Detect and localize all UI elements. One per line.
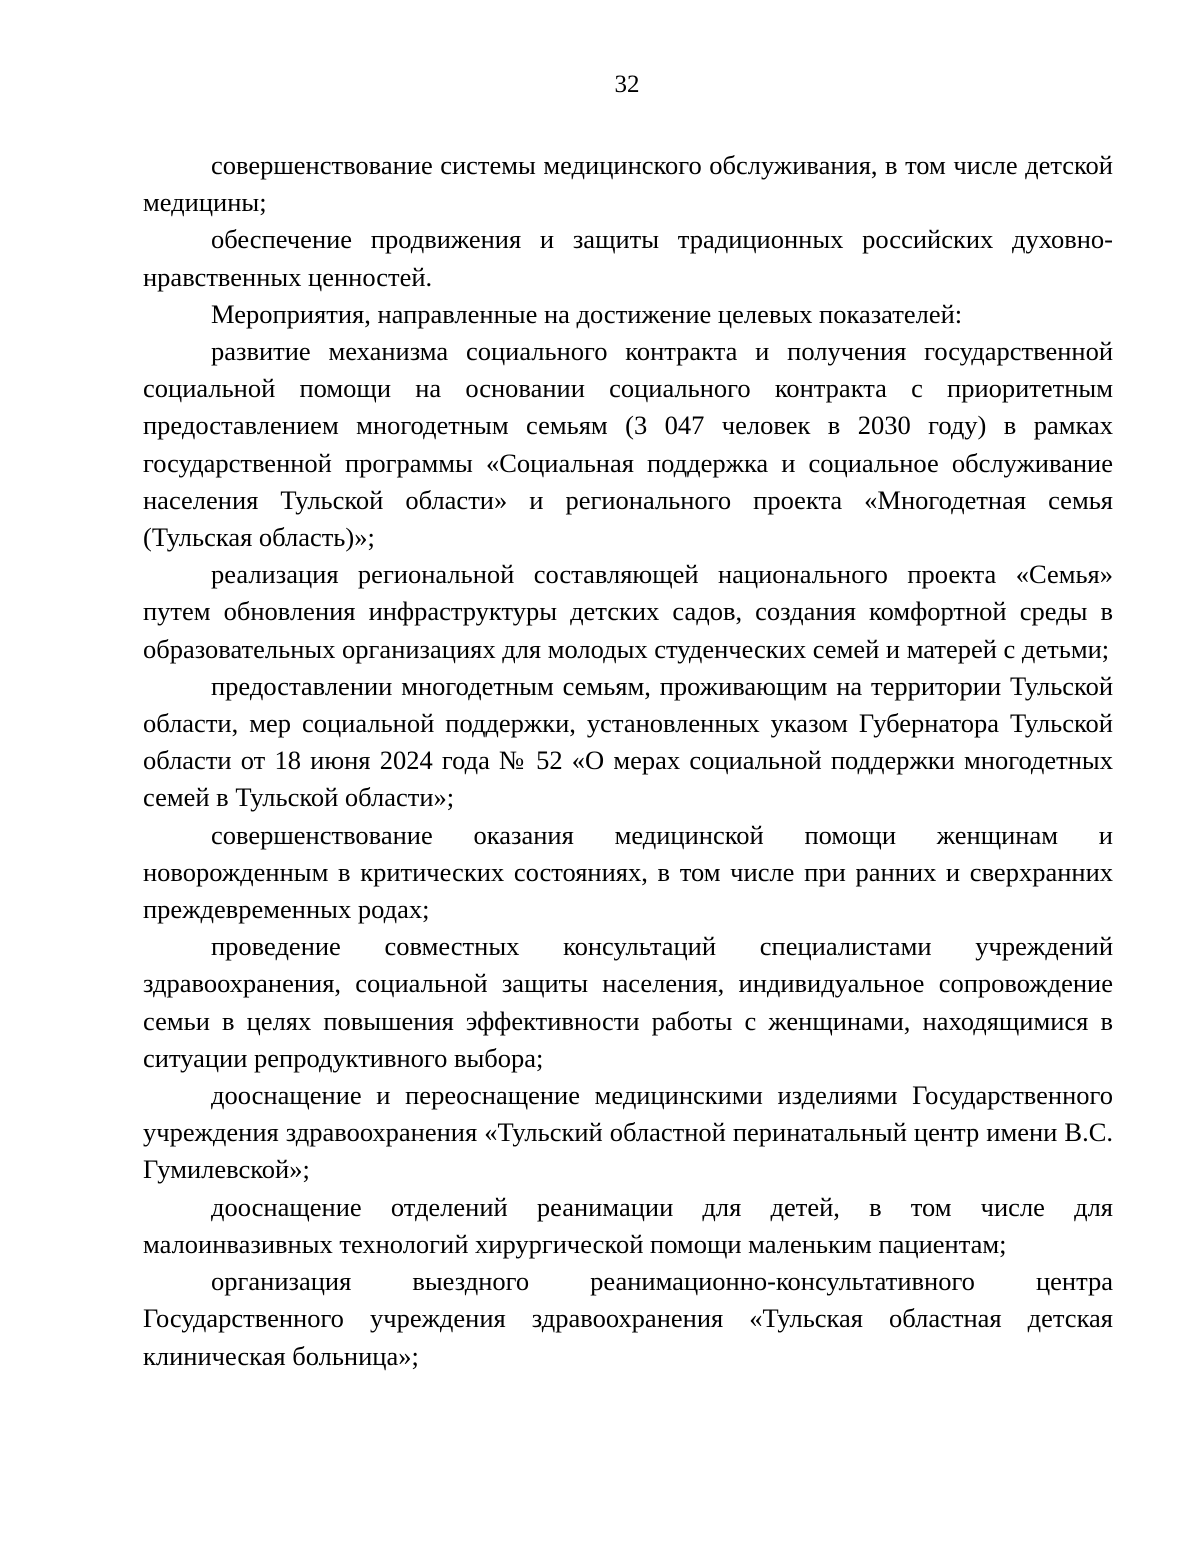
paragraph-child-reanimation: дооснащение отделений реанимации для детей, в том числе для малоинвазивных технологий хирургической помощи маленьким пациентам;	[143, 1191, 1113, 1259]
paragraph-joint-consultations: проведение совместных консультаций специалистами учреждений здравоохранения, социальной защиты населения, индивидуальное сопровождение семьи в целях повышения эффективности работы с женщинами, находящимися в ситуации репродуктивного выбора;	[143, 931, 1113, 1073]
paragraph-measures-heading: Мероприятия, направленные на достижение целевых показателей:	[211, 298, 963, 329]
paragraph-consultative-center: организация выездного реанимационно-консультативного центра Государственного учреждения здравоохранения «Тульская областная детская клиническая больница»;	[143, 1266, 1113, 1371]
paragraph-social-contract: развитие механизма социального контракта и получения государственной социальной помощи на основании социального контракта с приоритетным предоставлением многодетным семьям (3 047 человек в 2030 году) в рамках государственной программы «Социальная поддержка и социальное обслуживание населения Тульской области» и регионального проекта «Многодетная семья (Тульская область)»;	[143, 336, 1113, 553]
paragraph-perinatal-center: дооснащение и переоснащение медицинскими изделиями Государственного учреждения здравоохранения «Тульский областной перинатальный центр имени В.С. Гумилевской»;	[143, 1080, 1113, 1185]
paragraph-traditional-values: обеспечение продвижения и защиты традиционных российских духовно-нравственных ценностей.	[143, 224, 1113, 292]
paragraph-large-families-support: предоставлении многодетным семьям, проживающим на территории Тульской области, мер социальной поддержки, установленных указом Губернатора Тульской области от 18 июня 2024 года № 52 «О мерах социальной поддержки многодетных семей в Тульской области»;	[143, 670, 1113, 813]
paragraph-medical-service: совершенствование системы медицинского обслуживания, в том числе детской медицины;	[143, 150, 1113, 218]
page-number: 32	[614, 71, 640, 98]
paragraph-newborn-care: совершенствование оказания медицинской помощи женщинам и новорожденным в критических состояниях, в том числе при ранних и сверхранних преждевременных родах;	[143, 819, 1113, 925]
paragraph-national-project-family: реализация региональной составляющей национального проекта «Семья» путем обновления инфраструктуры детских садов, создания комфортной среды в образовательных организациях для молодых студенческих семей и матерей с детьми;	[143, 559, 1113, 664]
document-body	[143, 147, 1113, 1375]
